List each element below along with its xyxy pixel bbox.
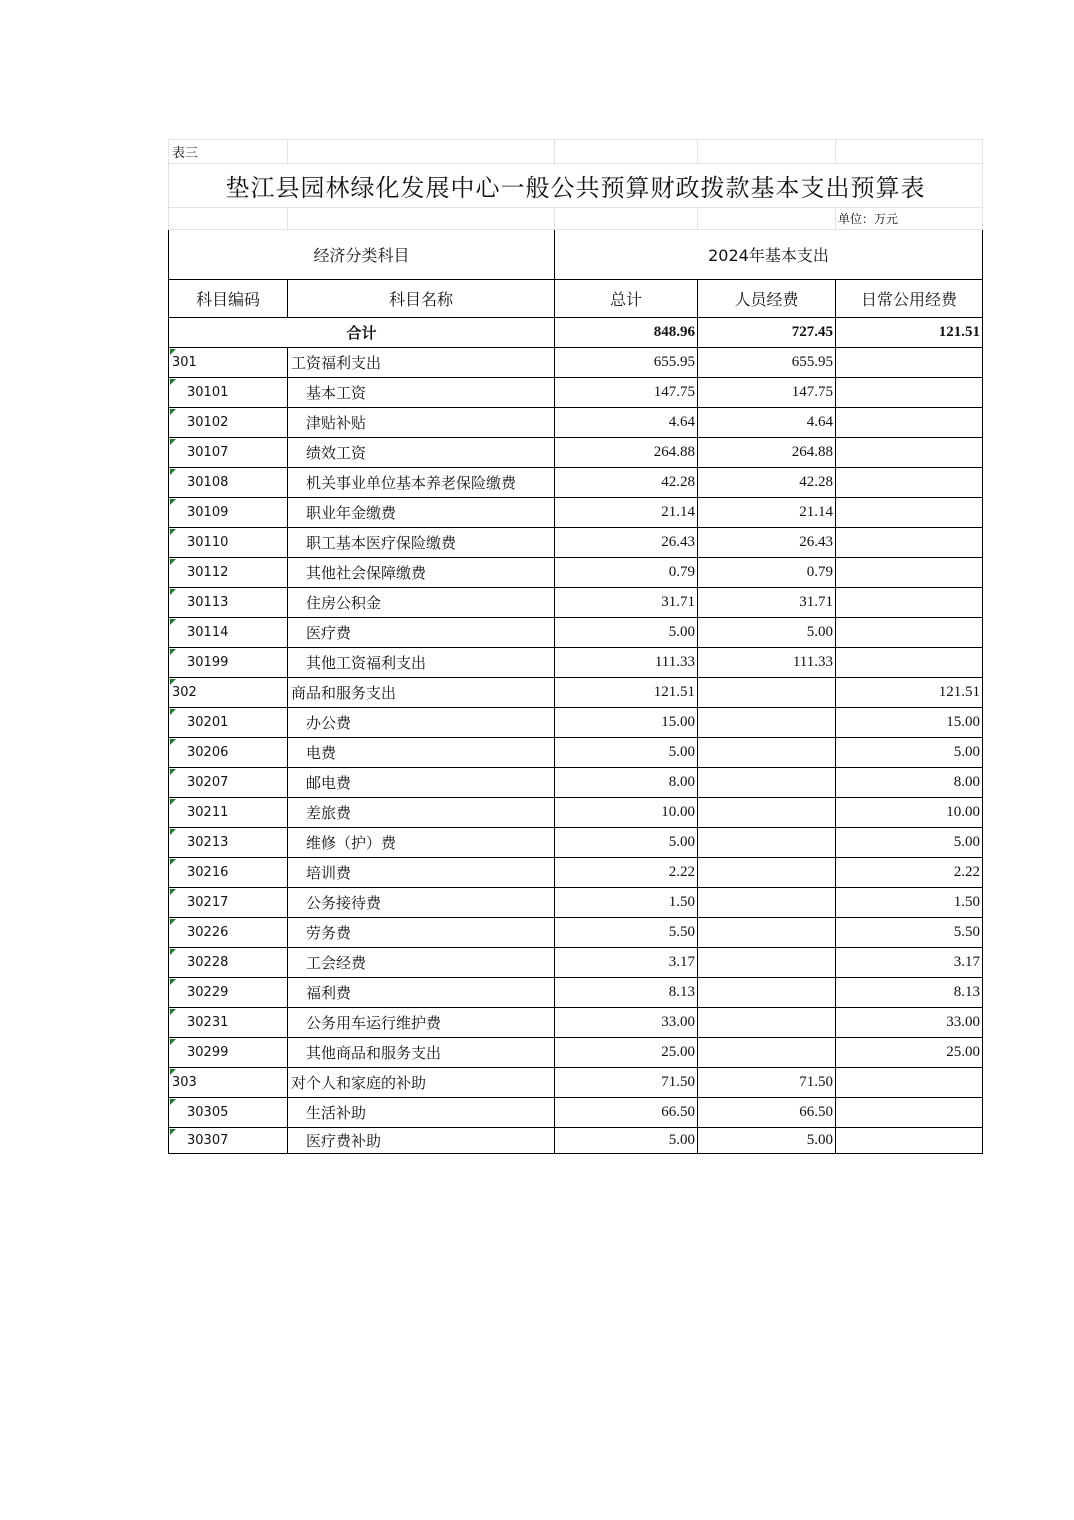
table-row xyxy=(169,438,983,468)
text-number-marker-icon xyxy=(170,919,176,925)
row-personnel: 5.00 xyxy=(698,618,836,648)
row-total: 111.33 xyxy=(555,648,698,678)
text-number-marker-icon xyxy=(170,529,176,535)
header-classification: 经济分类科目 xyxy=(169,230,555,280)
row-code: 30229 xyxy=(187,985,229,1000)
row-code-cell xyxy=(169,828,288,858)
row-personnel: 31.71 xyxy=(698,588,836,618)
row-public xyxy=(836,618,983,648)
text-number-marker-icon xyxy=(170,859,176,865)
text-number-marker-icon xyxy=(170,679,176,685)
row-name: 医疗费补助 xyxy=(288,1128,555,1154)
text-number-marker-icon xyxy=(170,799,176,805)
row-code-cell xyxy=(169,1068,288,1098)
table-preamble xyxy=(169,140,983,230)
row-name: 差旅费 xyxy=(288,798,555,828)
total-row xyxy=(169,318,983,348)
row-name: 工资福利支出 xyxy=(288,348,555,378)
row-total: 5.00 xyxy=(555,618,698,648)
row-total: 5.00 xyxy=(555,738,698,768)
row-public xyxy=(836,1128,983,1154)
row-code-cell xyxy=(169,1038,288,1068)
row-total: 25.00 xyxy=(555,1038,698,1068)
header-public: 日常公用经费 xyxy=(836,280,983,318)
row-name: 医疗费 xyxy=(288,618,555,648)
row-name: 绩效工资 xyxy=(288,438,555,468)
row-personnel: 21.14 xyxy=(698,498,836,528)
row-personnel: 147.75 xyxy=(698,378,836,408)
total-personnel: 727.45 xyxy=(698,318,836,348)
table-row xyxy=(169,738,983,768)
table-row xyxy=(169,588,983,618)
row-total: 8.00 xyxy=(555,768,698,798)
row-public xyxy=(836,348,983,378)
table-row xyxy=(169,888,983,918)
header-code: 科目编码 xyxy=(169,280,288,318)
row-name: 其他商品和服务支出 xyxy=(288,1038,555,1068)
row-total: 264.88 xyxy=(555,438,698,468)
row-code-cell xyxy=(169,678,288,708)
row-code-cell xyxy=(169,978,288,1008)
row-public: 33.00 xyxy=(836,1008,983,1038)
row-personnel xyxy=(698,858,836,888)
row-name: 商品和服务支出 xyxy=(288,678,555,708)
text-number-marker-icon xyxy=(170,709,176,715)
row-personnel: 66.50 xyxy=(698,1098,836,1128)
row-code: 30307 xyxy=(187,1133,229,1148)
text-number-marker-icon xyxy=(170,589,176,595)
row-personnel xyxy=(698,768,836,798)
row-name: 机关事业单位基本养老保险缴费 xyxy=(288,468,555,498)
row-name: 职工基本医疗保险缴费 xyxy=(288,528,555,558)
row-total: 121.51 xyxy=(555,678,698,708)
row-public xyxy=(836,1098,983,1128)
row-name: 培训费 xyxy=(288,858,555,888)
row-total: 147.75 xyxy=(555,378,698,408)
table-row xyxy=(169,408,983,438)
table-row xyxy=(169,468,983,498)
table-row xyxy=(169,948,983,978)
row-name: 其他工资福利支出 xyxy=(288,648,555,678)
row-code: 30201 xyxy=(187,715,229,730)
row-code-cell xyxy=(169,948,288,978)
header-name: 科目名称 xyxy=(288,280,555,318)
row-code: 30101 xyxy=(187,385,229,400)
text-number-marker-icon xyxy=(170,769,176,775)
row-public xyxy=(836,558,983,588)
table-row xyxy=(169,768,983,798)
row-public: 10.00 xyxy=(836,798,983,828)
row-code: 30305 xyxy=(187,1105,229,1120)
row-code-cell xyxy=(169,1008,288,1038)
row-public: 8.13 xyxy=(836,978,983,1008)
row-name: 住房公积金 xyxy=(288,588,555,618)
row-code: 30102 xyxy=(187,415,229,430)
row-personnel: 42.28 xyxy=(698,468,836,498)
row-name: 公务接待费 xyxy=(288,888,555,918)
text-number-marker-icon xyxy=(170,829,176,835)
row-code-cell xyxy=(169,528,288,558)
row-total: 33.00 xyxy=(555,1008,698,1038)
row-name: 津贴补贴 xyxy=(288,408,555,438)
text-number-marker-icon xyxy=(170,1069,176,1075)
row-public: 1.50 xyxy=(836,888,983,918)
table-row xyxy=(169,618,983,648)
row-public xyxy=(836,438,983,468)
row-public: 5.00 xyxy=(836,828,983,858)
row-name: 基本工资 xyxy=(288,378,555,408)
table-row xyxy=(169,348,983,378)
row-name: 生活补助 xyxy=(288,1098,555,1128)
table-row xyxy=(169,1008,983,1038)
row-name: 其他社会保障缴费 xyxy=(288,558,555,588)
row-code-cell xyxy=(169,498,288,528)
row-total: 8.13 xyxy=(555,978,698,1008)
table-row xyxy=(169,1038,983,1068)
row-personnel xyxy=(698,888,836,918)
row-code-cell xyxy=(169,588,288,618)
text-number-marker-icon xyxy=(170,1129,176,1135)
row-code: 301 xyxy=(172,355,197,370)
row-code-cell xyxy=(169,738,288,768)
row-code-cell xyxy=(169,918,288,948)
row-code: 30114 xyxy=(187,625,229,640)
row-public: 2.22 xyxy=(836,858,983,888)
row-personnel xyxy=(698,948,836,978)
text-number-marker-icon xyxy=(170,559,176,565)
row-public xyxy=(836,588,983,618)
table-row xyxy=(169,648,983,678)
table-row xyxy=(169,708,983,738)
row-code: 30107 xyxy=(187,445,229,460)
row-code-cell xyxy=(169,618,288,648)
row-public xyxy=(836,1068,983,1098)
row-name: 福利费 xyxy=(288,978,555,1008)
row-name: 劳务费 xyxy=(288,918,555,948)
table-row xyxy=(169,558,983,588)
row-personnel xyxy=(698,978,836,1008)
row-code-cell xyxy=(169,858,288,888)
row-personnel xyxy=(698,1008,836,1038)
row-name: 职业年金缴费 xyxy=(288,498,555,528)
row-total: 15.00 xyxy=(555,708,698,738)
row-code: 30216 xyxy=(187,865,229,880)
row-name: 工会经费 xyxy=(288,948,555,978)
text-number-marker-icon xyxy=(170,979,176,985)
row-public: 5.50 xyxy=(836,918,983,948)
row-code-cell xyxy=(169,408,288,438)
header-group-row xyxy=(169,230,983,280)
row-code-cell xyxy=(169,648,288,678)
header-total: 总计 xyxy=(555,280,698,318)
row-code: 30228 xyxy=(187,955,229,970)
page-title: 垫江县园林绿化发展中心一般公共预算财政拨款基本支出预算表 xyxy=(169,164,983,208)
row-code-cell xyxy=(169,768,288,798)
row-code-cell xyxy=(169,438,288,468)
row-name: 办公费 xyxy=(288,708,555,738)
row-code-cell xyxy=(169,1128,288,1154)
table-label: 表三 xyxy=(169,140,288,164)
budget-table xyxy=(168,139,983,1154)
header-year-group: 2024年基本支出 xyxy=(555,230,983,280)
row-name: 邮电费 xyxy=(288,768,555,798)
unit-label: 单位：万元 xyxy=(836,208,983,230)
row-total: 655.95 xyxy=(555,348,698,378)
row-personnel xyxy=(698,828,836,858)
row-code: 30207 xyxy=(187,775,229,790)
row-code: 30113 xyxy=(187,595,229,610)
table-row xyxy=(169,858,983,888)
row-total: 4.64 xyxy=(555,408,698,438)
text-number-marker-icon xyxy=(170,349,176,355)
row-personnel: 5.00 xyxy=(698,1128,836,1154)
row-personnel: 0.79 xyxy=(698,558,836,588)
row-code-cell xyxy=(169,378,288,408)
row-total: 31.71 xyxy=(555,588,698,618)
row-total: 2.22 xyxy=(555,858,698,888)
table-row xyxy=(169,498,983,528)
row-code: 30299 xyxy=(187,1045,229,1060)
text-number-marker-icon xyxy=(170,499,176,505)
row-public: 25.00 xyxy=(836,1038,983,1068)
row-public xyxy=(836,468,983,498)
row-personnel: 111.33 xyxy=(698,648,836,678)
row-public: 5.00 xyxy=(836,738,983,768)
row-total: 5.00 xyxy=(555,1128,698,1154)
text-number-marker-icon xyxy=(170,949,176,955)
text-number-marker-icon xyxy=(170,379,176,385)
total-total: 848.96 xyxy=(555,318,698,348)
text-number-marker-icon xyxy=(170,739,176,745)
text-number-marker-icon xyxy=(170,1009,176,1015)
row-total: 71.50 xyxy=(555,1068,698,1098)
row-code: 30109 xyxy=(187,505,229,520)
text-number-marker-icon xyxy=(170,439,176,445)
row-total: 0.79 xyxy=(555,558,698,588)
row-code: 30226 xyxy=(187,925,229,940)
row-total: 10.00 xyxy=(555,798,698,828)
row-public xyxy=(836,378,983,408)
text-number-marker-icon xyxy=(170,409,176,415)
text-number-marker-icon xyxy=(170,889,176,895)
row-name: 电费 xyxy=(288,738,555,768)
row-name: 公务用车运行维护费 xyxy=(288,1008,555,1038)
header-personnel: 人员经费 xyxy=(698,280,836,318)
row-code: 302 xyxy=(172,685,197,700)
table-row xyxy=(169,378,983,408)
row-code: 30213 xyxy=(187,835,229,850)
row-public xyxy=(836,648,983,678)
row-code: 30112 xyxy=(187,565,229,580)
row-total: 42.28 xyxy=(555,468,698,498)
row-personnel xyxy=(698,678,836,708)
text-number-marker-icon xyxy=(170,1039,176,1045)
table-row xyxy=(169,1068,983,1098)
row-personnel: 655.95 xyxy=(698,348,836,378)
row-total: 5.50 xyxy=(555,918,698,948)
row-code-cell xyxy=(169,1098,288,1128)
row-total: 26.43 xyxy=(555,528,698,558)
row-public: 15.00 xyxy=(836,708,983,738)
row-personnel xyxy=(698,918,836,948)
text-number-marker-icon xyxy=(170,1099,176,1105)
row-name: 对个人和家庭的补助 xyxy=(288,1068,555,1098)
total-label: 合计 xyxy=(169,318,555,348)
row-public: 3.17 xyxy=(836,948,983,978)
row-personnel: 264.88 xyxy=(698,438,836,468)
row-personnel: 26.43 xyxy=(698,528,836,558)
row-code: 30110 xyxy=(187,535,229,550)
row-code: 30231 xyxy=(187,1015,229,1030)
row-personnel xyxy=(698,708,836,738)
row-code: 30199 xyxy=(187,655,229,670)
row-total: 1.50 xyxy=(555,888,698,918)
row-public xyxy=(836,408,983,438)
text-number-marker-icon xyxy=(170,469,176,475)
row-public: 121.51 xyxy=(836,678,983,708)
table-row xyxy=(169,1098,983,1128)
row-public: 8.00 xyxy=(836,768,983,798)
table-row xyxy=(169,678,983,708)
table-row xyxy=(169,798,983,828)
row-code-cell xyxy=(169,798,288,828)
table-row xyxy=(169,528,983,558)
text-number-marker-icon xyxy=(170,649,176,655)
row-personnel xyxy=(698,1038,836,1068)
text-number-marker-icon xyxy=(170,619,176,625)
row-public xyxy=(836,528,983,558)
table-row xyxy=(169,1128,983,1154)
row-total: 3.17 xyxy=(555,948,698,978)
row-code-cell xyxy=(169,348,288,378)
row-code: 30217 xyxy=(187,895,229,910)
table-row xyxy=(169,828,983,858)
row-code-cell xyxy=(169,708,288,738)
table-row xyxy=(169,978,983,1008)
table-row xyxy=(169,918,983,948)
row-total: 21.14 xyxy=(555,498,698,528)
row-code: 303 xyxy=(172,1075,197,1090)
row-code-cell xyxy=(169,888,288,918)
row-personnel xyxy=(698,738,836,768)
row-code-cell xyxy=(169,558,288,588)
row-personnel: 71.50 xyxy=(698,1068,836,1098)
row-name: 维修（护）费 xyxy=(288,828,555,858)
row-code: 30211 xyxy=(187,805,229,820)
row-personnel: 4.64 xyxy=(698,408,836,438)
row-code-cell xyxy=(169,468,288,498)
row-personnel xyxy=(698,798,836,828)
table-body xyxy=(169,230,983,1154)
row-code: 30108 xyxy=(187,475,229,490)
total-public: 121.51 xyxy=(836,318,983,348)
row-total: 66.50 xyxy=(555,1098,698,1128)
row-public xyxy=(836,498,983,528)
row-total: 5.00 xyxy=(555,828,698,858)
row-code: 30206 xyxy=(187,745,229,760)
header-columns-row xyxy=(169,280,983,318)
